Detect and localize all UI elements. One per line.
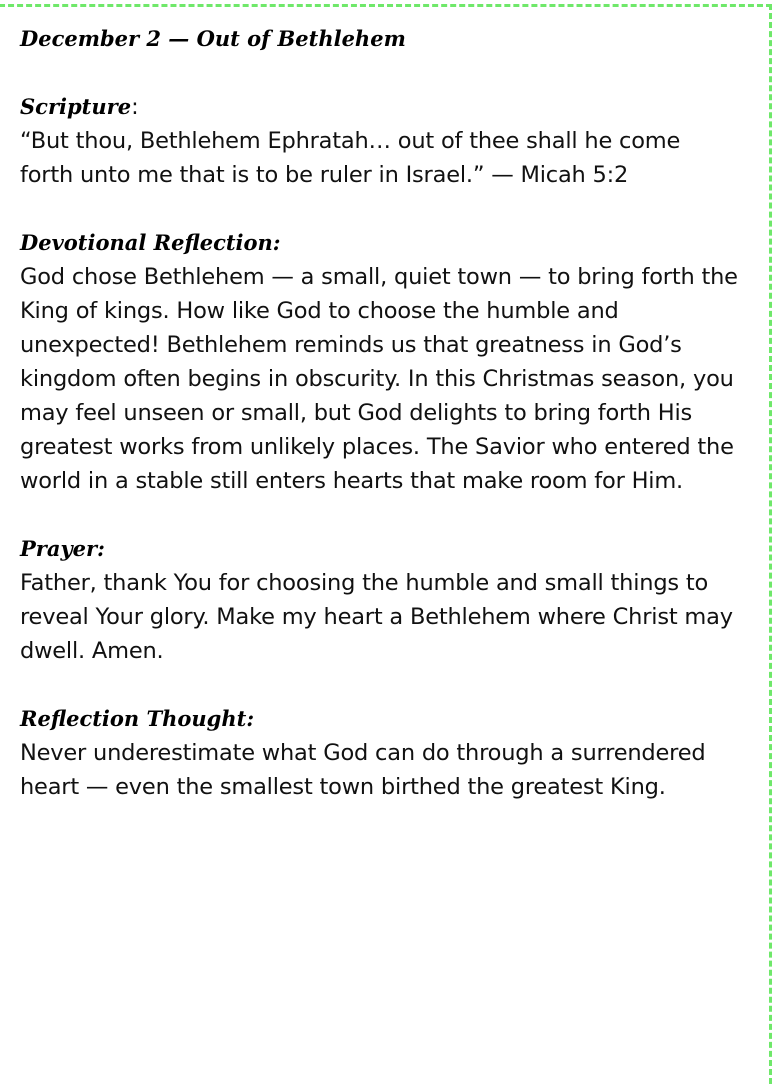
prayer-text: Father, thank You for choosing the humble and small things to reveal Your glory. Make my heart a Bethlehem where Christ may dwell. Amen. — [20, 570, 733, 664]
page-title: December 2 — Out of Bethlehem — [20, 26, 406, 51]
scripture-section — [20, 90, 740, 192]
thought-heading: Reflection Thought: — [20, 706, 255, 731]
title-block — [20, 22, 740, 56]
prayer-heading: Prayer: — [20, 536, 105, 561]
devotional-card — [20, 22, 740, 838]
scripture-heading: Scripture — [20, 94, 132, 119]
reflection-heading: Devotional Reflection: — [20, 230, 281, 255]
reflection-text: God chose Bethlehem — a small, quiet town — to bring forth the King of kings. How like God to choose the humble and unexpected! Bethlehem reminds us that greatness in God’s kingdom often begins in obscurity. In this Christmas season, you may feel unseen or small, but God delights to bring forth His greatest works from unlikely places. The Savior who entered the world in a stable still enters hearts that make room for Him. — [20, 264, 738, 494]
reflection-section — [20, 226, 740, 498]
scripture-text: “But thou, Bethlehem Ephratah… out of thee shall he come forth unto me that is to be ruler in Israel.” — Micah 5:2 — [20, 128, 681, 188]
scripture-heading-colon: : — [131, 94, 139, 120]
thought-text: Never underestimate what God can do through a surrendered heart — even the smallest town birthed the greatest King. — [20, 740, 706, 800]
prayer-section — [20, 532, 740, 668]
thought-section — [20, 702, 740, 804]
scripture-heading-line — [20, 90, 740, 124]
